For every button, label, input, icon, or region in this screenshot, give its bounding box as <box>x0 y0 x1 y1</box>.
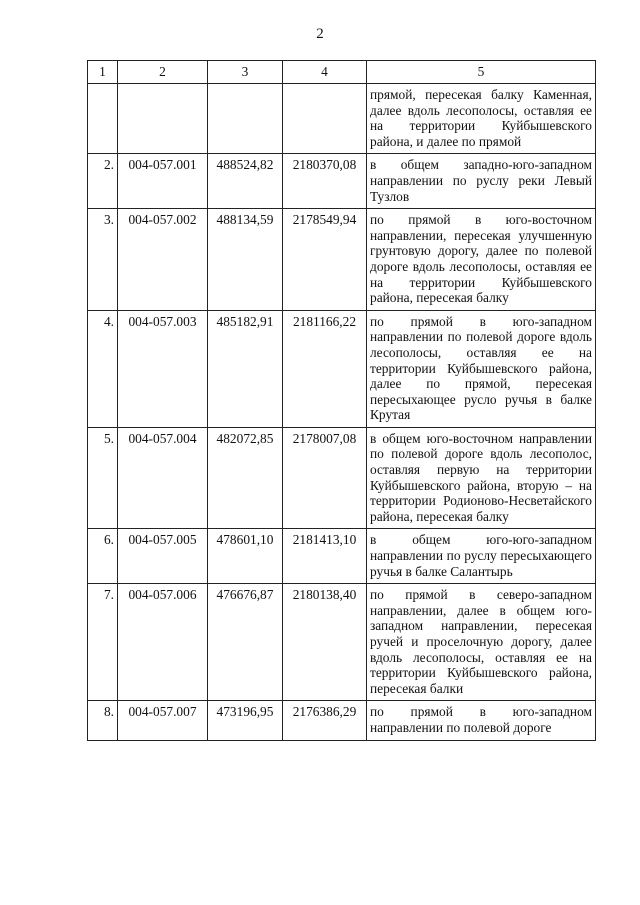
coordinate-y: 2180138,40 <box>283 584 367 701</box>
row-number: 4. <box>88 310 118 427</box>
boundary-description: по прямой в юго-западном направлении по полевой дороге <box>367 701 596 740</box>
coordinate-x: 473196,95 <box>208 701 283 740</box>
coordinate-y <box>283 84 367 154</box>
boundary-description: в общем юго-юго-западном направлении по руслу пересыхающего ручья в балке Салантырь <box>367 529 596 584</box>
coordinate-y: 2178007,08 <box>283 427 367 529</box>
point-code: 004-057.003 <box>118 310 208 427</box>
row-number: 5. <box>88 427 118 529</box>
boundary-description: в общем западно-юго-западном направлении по руслу реки Левый Тузлов <box>367 154 596 209</box>
boundary-description: по прямой в северо-западном направлении, далее в общем юго-западном направлении, пересекая ручей и проселочную дорогу, далее вдоль лесополосы, оставляя ее на территории Куйбышевского района, пересекая балки <box>367 584 596 701</box>
point-code: 004-057.001 <box>118 154 208 209</box>
page-number: 2 <box>316 26 324 42</box>
table-row <box>88 209 596 311</box>
boundary-description: в общем юго-восточном направлении по полевой дороге вдоль лесополос, оставляя первую на территории Куйбышевского района, вторую – на территории Родионово-Несветайского района, пересекая балку <box>367 427 596 529</box>
table-row <box>88 310 596 427</box>
row-number: 6. <box>88 529 118 584</box>
boundary-description: по прямой в юго-западном направлении по полевой дороге вдоль лесополосы, оставляя ее на территории Куйбышевского района, далее по прямой, пересекая пересыхающее русло ручья в балке Крутая <box>367 310 596 427</box>
point-code: 004-057.007 <box>118 701 208 740</box>
coordinate-y: 2178549,94 <box>283 209 367 311</box>
row-number: 2. <box>88 154 118 209</box>
header-cell-3: 3 <box>208 61 283 84</box>
table-row <box>88 584 596 701</box>
table-row <box>88 427 596 529</box>
header-cell-1: 1 <box>88 61 118 84</box>
table-row <box>88 529 596 584</box>
header-cell-5: 5 <box>367 61 596 84</box>
coordinate-y: 2181413,10 <box>283 529 367 584</box>
point-code <box>118 84 208 154</box>
coordinate-y: 2176386,29 <box>283 701 367 740</box>
table-row <box>88 84 596 154</box>
coordinate-x: 485182,91 <box>208 310 283 427</box>
boundary-description: прямой, пересекая балку Каменная, далее вдоль лесополосы, оставляя ее на территории Куйбышевского района, и далее по прямой <box>367 84 596 154</box>
point-code: 004-057.002 <box>118 209 208 311</box>
coordinate-x: 488134,59 <box>208 209 283 311</box>
row-number: 7. <box>88 584 118 701</box>
header-cell-2: 2 <box>118 61 208 84</box>
header-cell-4: 4 <box>283 61 367 84</box>
boundary-description: по прямой в юго-восточном направлении, пересекая улучшенную грунтовую дорогу, далее по полевой дороге вдоль лесополосы, оставляя ее на территории Куйбышевского района, пересекая балку <box>367 209 596 311</box>
coordinate-x: 478601,10 <box>208 529 283 584</box>
row-number <box>88 84 118 154</box>
coordinate-x <box>208 84 283 154</box>
coordinate-y: 2180370,08 <box>283 154 367 209</box>
coordinate-x: 482072,85 <box>208 427 283 529</box>
point-code: 004-057.006 <box>118 584 208 701</box>
coordinate-x: 488524,82 <box>208 154 283 209</box>
table-row <box>88 701 596 740</box>
row-number: 3. <box>88 209 118 311</box>
point-code: 004-057.005 <box>118 529 208 584</box>
table-header-row <box>88 61 596 84</box>
coordinate-y: 2181166,22 <box>283 310 367 427</box>
point-code: 004-057.004 <box>118 427 208 529</box>
row-number: 8. <box>88 701 118 740</box>
boundary-table <box>87 60 596 741</box>
table-row <box>88 154 596 209</box>
coordinate-x: 476676,87 <box>208 584 283 701</box>
